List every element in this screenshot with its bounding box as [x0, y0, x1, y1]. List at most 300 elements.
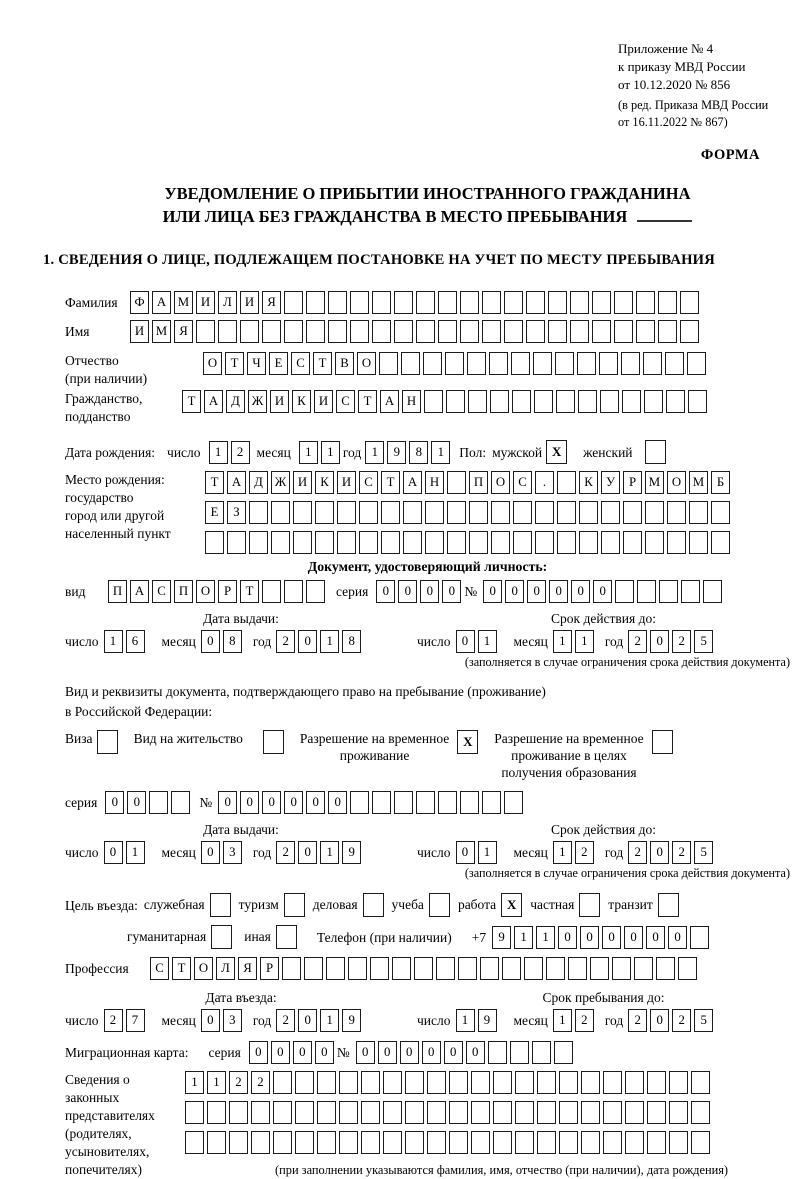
char-cell[interactable] — [423, 352, 442, 375]
char-cell[interactable]: 0 — [249, 1041, 268, 1064]
char-cell[interactable] — [249, 531, 268, 554]
char-cell[interactable]: Я — [262, 291, 281, 314]
purpose-study-checkbox[interactable] — [429, 893, 450, 917]
char-cell[interactable]: 9 — [387, 441, 406, 464]
char-cell[interactable]: О — [357, 352, 376, 375]
iddoc-issue-day[interactable] — [104, 630, 148, 653]
char-cell[interactable] — [625, 1071, 644, 1094]
permit-num-cells[interactable] — [218, 791, 526, 814]
char-cell[interactable]: 5 — [694, 1009, 713, 1032]
purpose-business-checkbox[interactable] — [363, 893, 384, 917]
char-cell[interactable] — [295, 1071, 314, 1094]
char-cell[interactable] — [513, 501, 532, 524]
iddoc-valid-year[interactable] — [628, 630, 716, 653]
char-cell[interactable]: О — [491, 471, 510, 494]
char-cell[interactable]: Р — [260, 957, 279, 980]
char-cell[interactable] — [680, 320, 699, 343]
iddoc-valid-day[interactable] — [456, 630, 500, 653]
char-cell[interactable] — [504, 791, 523, 814]
char-cell[interactable] — [405, 1071, 424, 1094]
char-cell[interactable]: М — [152, 320, 171, 343]
char-cell[interactable] — [623, 531, 642, 554]
char-cell[interactable] — [469, 501, 488, 524]
char-cell[interactable]: 0 — [420, 580, 439, 603]
char-cell[interactable] — [534, 390, 553, 413]
citizenship-cells[interactable] — [182, 390, 710, 413]
char-cell[interactable]: 1 — [209, 441, 228, 464]
char-cell[interactable]: О — [667, 471, 686, 494]
char-cell[interactable] — [370, 957, 389, 980]
char-cell[interactable]: 2 — [276, 841, 295, 864]
char-cell[interactable]: 0 — [650, 630, 669, 653]
char-cell[interactable] — [449, 1101, 468, 1124]
char-cell[interactable]: И — [196, 291, 215, 314]
char-cell[interactable] — [207, 1101, 226, 1124]
char-cell[interactable]: 2 — [672, 630, 691, 653]
char-cell[interactable]: 0 — [593, 580, 612, 603]
char-cell[interactable] — [427, 1101, 446, 1124]
char-cell[interactable] — [535, 501, 554, 524]
char-cell[interactable]: 0 — [293, 1041, 312, 1064]
char-cell[interactable] — [416, 791, 435, 814]
char-cell[interactable] — [205, 531, 224, 554]
char-cell[interactable] — [460, 791, 479, 814]
char-cell[interactable]: Т — [182, 390, 201, 413]
char-cell[interactable] — [636, 291, 655, 314]
char-cell[interactable] — [533, 352, 552, 375]
char-cell[interactable] — [579, 531, 598, 554]
char-cell[interactable]: 1 — [478, 630, 497, 653]
char-cell[interactable]: 8 — [342, 630, 361, 653]
char-cell[interactable] — [284, 580, 303, 603]
char-cell[interactable] — [449, 1131, 468, 1154]
char-cell[interactable] — [556, 390, 575, 413]
char-cell[interactable]: З — [227, 501, 246, 524]
char-cell[interactable] — [315, 501, 334, 524]
char-cell[interactable]: 1 — [104, 630, 123, 653]
char-cell[interactable] — [603, 1101, 622, 1124]
char-cell[interactable]: 0 — [527, 580, 546, 603]
char-cell[interactable]: М — [689, 471, 708, 494]
char-cell[interactable]: 9 — [342, 1009, 361, 1032]
char-cell[interactable] — [535, 531, 554, 554]
stay-month[interactable] — [553, 1009, 597, 1032]
char-cell[interactable] — [548, 320, 567, 343]
char-cell[interactable]: 1 — [320, 841, 339, 864]
char-cell[interactable]: 0 — [456, 630, 475, 653]
char-cell[interactable]: 0 — [262, 791, 281, 814]
char-cell[interactable]: 0 — [646, 926, 665, 949]
char-cell[interactable] — [416, 320, 435, 343]
char-cell[interactable] — [510, 1041, 529, 1064]
char-cell[interactable] — [659, 580, 678, 603]
char-cell[interactable] — [251, 1101, 270, 1124]
char-cell[interactable] — [207, 1131, 226, 1154]
char-cell[interactable] — [482, 791, 501, 814]
char-cell[interactable]: А — [380, 390, 399, 413]
permit-seriya-cells[interactable] — [105, 791, 193, 814]
char-cell[interactable] — [284, 291, 303, 314]
char-cell[interactable]: 9 — [478, 1009, 497, 1032]
char-cell[interactable] — [578, 390, 597, 413]
char-cell[interactable]: Т — [313, 352, 332, 375]
char-cell[interactable] — [537, 1101, 556, 1124]
firstname-cells[interactable] — [130, 320, 702, 343]
char-cell[interactable]: 0 — [398, 580, 417, 603]
char-cell[interactable] — [304, 957, 323, 980]
char-cell[interactable]: 2 — [628, 630, 647, 653]
char-cell[interactable] — [688, 390, 707, 413]
char-cell[interactable] — [436, 957, 455, 980]
char-cell[interactable] — [625, 1101, 644, 1124]
char-cell[interactable] — [295, 1101, 314, 1124]
char-cell[interactable]: В — [335, 352, 354, 375]
char-cell[interactable] — [557, 531, 576, 554]
char-cell[interactable] — [559, 1071, 578, 1094]
char-cell[interactable] — [601, 531, 620, 554]
char-cell[interactable]: 0 — [400, 1041, 419, 1064]
char-cell[interactable]: 2 — [672, 1009, 691, 1032]
char-cell[interactable]: . — [535, 471, 554, 494]
char-cell[interactable] — [359, 501, 378, 524]
char-cell[interactable] — [687, 352, 706, 375]
char-cell[interactable] — [359, 531, 378, 554]
char-cell[interactable] — [502, 957, 521, 980]
char-cell[interactable]: 0 — [505, 580, 524, 603]
char-cell[interactable]: А — [227, 471, 246, 494]
char-cell[interactable] — [306, 580, 325, 603]
char-cell[interactable] — [493, 1131, 512, 1154]
purpose-transit-checkbox[interactable] — [658, 893, 679, 917]
char-cell[interactable]: 1 — [126, 841, 145, 864]
char-cell[interactable]: 0 — [571, 580, 590, 603]
char-cell[interactable] — [491, 531, 510, 554]
permit-valid-month[interactable] — [553, 841, 597, 864]
surname-cells[interactable] — [130, 291, 702, 314]
char-cell[interactable]: 0 — [315, 1041, 334, 1064]
char-cell[interactable] — [337, 501, 356, 524]
char-cell[interactable] — [526, 320, 545, 343]
char-cell[interactable] — [689, 531, 708, 554]
char-cell[interactable] — [581, 1071, 600, 1094]
char-cell[interactable] — [317, 1071, 336, 1094]
char-cell[interactable] — [339, 1071, 358, 1094]
purpose-other-checkbox[interactable] — [276, 925, 297, 949]
char-cell[interactable]: С — [336, 390, 355, 413]
char-cell[interactable] — [460, 320, 479, 343]
char-cell[interactable]: 2 — [672, 841, 691, 864]
char-cell[interactable] — [273, 1101, 292, 1124]
char-cell[interactable] — [471, 1101, 490, 1124]
char-cell[interactable]: 8 — [223, 630, 242, 653]
char-cell[interactable]: Т — [240, 580, 259, 603]
purpose-tourism-checkbox[interactable] — [284, 893, 305, 917]
char-cell[interactable]: Ж — [271, 471, 290, 494]
char-cell[interactable]: 0 — [549, 580, 568, 603]
char-cell[interactable]: Р — [218, 580, 237, 603]
char-cell[interactable]: 0 — [104, 841, 123, 864]
char-cell[interactable] — [691, 1101, 710, 1124]
char-cell[interactable]: Я — [238, 957, 257, 980]
char-cell[interactable] — [667, 531, 686, 554]
char-cell[interactable] — [554, 1041, 573, 1064]
char-cell[interactable] — [647, 1101, 666, 1124]
phone-cells[interactable] — [492, 926, 712, 949]
char-cell[interactable]: С — [152, 580, 171, 603]
gender-female-checkbox[interactable] — [645, 440, 666, 464]
char-cell[interactable] — [229, 1101, 248, 1124]
char-cell[interactable] — [361, 1071, 380, 1094]
char-cell[interactable] — [425, 531, 444, 554]
char-cell[interactable]: 1 — [185, 1071, 204, 1094]
char-cell[interactable] — [348, 957, 367, 980]
char-cell[interactable] — [271, 531, 290, 554]
char-cell[interactable] — [636, 320, 655, 343]
char-cell[interactable] — [469, 531, 488, 554]
char-cell[interactable] — [645, 501, 664, 524]
char-cell[interactable]: 2 — [575, 1009, 594, 1032]
char-cell[interactable]: 6 — [126, 630, 145, 653]
char-cell[interactable] — [669, 1101, 688, 1124]
char-cell[interactable] — [559, 1101, 578, 1124]
iddoc-issue-month[interactable] — [201, 630, 245, 653]
char-cell[interactable] — [449, 1071, 468, 1094]
char-cell[interactable] — [372, 791, 391, 814]
char-cell[interactable]: 1 — [431, 441, 450, 464]
char-cell[interactable]: А — [403, 471, 422, 494]
char-cell[interactable]: Ч — [247, 352, 266, 375]
purpose-work-checkbox[interactable]: X — [501, 893, 522, 917]
char-cell[interactable]: Т — [172, 957, 191, 980]
char-cell[interactable]: А — [204, 390, 223, 413]
char-cell[interactable]: Е — [269, 352, 288, 375]
char-cell[interactable] — [690, 926, 709, 949]
char-cell[interactable]: 1 — [514, 926, 533, 949]
birth-day-cells[interactable] — [209, 441, 253, 464]
char-cell[interactable]: 2 — [251, 1071, 270, 1094]
char-cell[interactable] — [526, 291, 545, 314]
char-cell[interactable] — [666, 390, 685, 413]
char-cell[interactable] — [691, 1071, 710, 1094]
char-cell[interactable] — [570, 291, 589, 314]
char-cell[interactable]: Д — [226, 390, 245, 413]
char-cell[interactable]: 0 — [356, 1041, 375, 1064]
char-cell[interactable]: Р — [623, 471, 642, 494]
char-cell[interactable] — [467, 352, 486, 375]
char-cell[interactable] — [645, 531, 664, 554]
char-cell[interactable] — [537, 1071, 556, 1094]
char-cell[interactable]: 1 — [320, 1009, 339, 1032]
char-cell[interactable]: 0 — [271, 1041, 290, 1064]
char-cell[interactable]: Т — [381, 471, 400, 494]
char-cell[interactable]: К — [292, 390, 311, 413]
permit-issue-day[interactable] — [104, 841, 148, 864]
char-cell[interactable] — [512, 390, 531, 413]
char-cell[interactable] — [383, 1071, 402, 1094]
char-cell[interactable] — [339, 1101, 358, 1124]
char-cell[interactable] — [590, 957, 609, 980]
char-cell[interactable] — [658, 291, 677, 314]
birthplace-cells-row3[interactable] — [205, 531, 733, 554]
char-cell[interactable]: И — [240, 291, 259, 314]
char-cell[interactable] — [621, 352, 640, 375]
char-cell[interactable]: 1 — [321, 441, 340, 464]
char-cell[interactable]: 0 — [127, 791, 146, 814]
char-cell[interactable] — [282, 957, 301, 980]
char-cell[interactable] — [669, 1071, 688, 1094]
char-cell[interactable]: 0 — [298, 1009, 317, 1032]
char-cell[interactable] — [515, 1101, 534, 1124]
char-cell[interactable] — [284, 320, 303, 343]
char-cell[interactable] — [394, 291, 413, 314]
visa-checkbox[interactable] — [97, 730, 118, 754]
char-cell[interactable] — [647, 1131, 666, 1154]
char-cell[interactable] — [488, 1041, 507, 1064]
char-cell[interactable]: 0 — [218, 791, 237, 814]
char-cell[interactable] — [425, 501, 444, 524]
char-cell[interactable]: Ф — [130, 291, 149, 314]
char-cell[interactable]: 1 — [553, 841, 572, 864]
char-cell[interactable]: 0 — [378, 1041, 397, 1064]
char-cell[interactable]: 0 — [558, 926, 577, 949]
char-cell[interactable] — [482, 320, 501, 343]
birth-month-cells[interactable] — [299, 441, 343, 464]
residence-permit-checkbox[interactable] — [263, 730, 284, 754]
char-cell[interactable]: 0 — [624, 926, 643, 949]
char-cell[interactable] — [405, 1101, 424, 1124]
char-cell[interactable] — [414, 957, 433, 980]
char-cell[interactable] — [447, 531, 466, 554]
char-cell[interactable] — [185, 1101, 204, 1124]
char-cell[interactable] — [381, 531, 400, 554]
char-cell[interactable] — [681, 580, 700, 603]
char-cell[interactable] — [251, 1131, 270, 1154]
char-cell[interactable] — [614, 291, 633, 314]
char-cell[interactable] — [306, 291, 325, 314]
iddoc-seriya-cells[interactable] — [376, 580, 464, 603]
char-cell[interactable]: 1 — [456, 1009, 475, 1032]
char-cell[interactable] — [491, 501, 510, 524]
char-cell[interactable]: 0 — [444, 1041, 463, 1064]
char-cell[interactable] — [405, 1131, 424, 1154]
permit-issue-year[interactable] — [276, 841, 364, 864]
migcard-seriya-cells[interactable] — [249, 1041, 337, 1064]
char-cell[interactable] — [603, 1131, 622, 1154]
char-cell[interactable]: С — [291, 352, 310, 375]
char-cell[interactable]: 2 — [231, 441, 250, 464]
char-cell[interactable] — [504, 291, 523, 314]
char-cell[interactable] — [438, 291, 457, 314]
char-cell[interactable]: С — [359, 471, 378, 494]
char-cell[interactable]: К — [579, 471, 598, 494]
char-cell[interactable] — [524, 957, 543, 980]
char-cell[interactable] — [600, 390, 619, 413]
iddoc-vid-cells[interactable] — [108, 580, 328, 603]
char-cell[interactable] — [490, 390, 509, 413]
iddoc-issue-year[interactable] — [276, 630, 364, 653]
permit-issue-month[interactable] — [201, 841, 245, 864]
char-cell[interactable]: Т — [358, 390, 377, 413]
stay-year[interactable] — [628, 1009, 716, 1032]
char-cell[interactable] — [592, 320, 611, 343]
char-cell[interactable] — [460, 291, 479, 314]
char-cell[interactable] — [559, 1131, 578, 1154]
char-cell[interactable] — [438, 320, 457, 343]
char-cell[interactable]: 2 — [575, 841, 594, 864]
char-cell[interactable]: 0 — [650, 1009, 669, 1032]
char-cell[interactable] — [468, 390, 487, 413]
char-cell[interactable] — [665, 352, 684, 375]
char-cell[interactable]: 0 — [298, 630, 317, 653]
char-cell[interactable] — [350, 320, 369, 343]
char-cell[interactable] — [691, 1131, 710, 1154]
char-cell[interactable] — [546, 957, 565, 980]
char-cell[interactable] — [427, 1131, 446, 1154]
char-cell[interactable] — [577, 352, 596, 375]
char-cell[interactable] — [680, 291, 699, 314]
char-cell[interactable] — [667, 501, 686, 524]
char-cell[interactable]: 0 — [483, 580, 502, 603]
char-cell[interactable] — [612, 957, 631, 980]
char-cell[interactable] — [295, 1131, 314, 1154]
char-cell[interactable]: Ж — [248, 390, 267, 413]
char-cell[interactable] — [647, 1071, 666, 1094]
char-cell[interactable] — [579, 501, 598, 524]
char-cell[interactable] — [581, 1131, 600, 1154]
char-cell[interactable] — [372, 320, 391, 343]
char-cell[interactable] — [403, 531, 422, 554]
char-cell[interactable]: Л — [216, 957, 235, 980]
char-cell[interactable] — [447, 471, 466, 494]
char-cell[interactable]: Л — [218, 291, 237, 314]
char-cell[interactable] — [394, 791, 413, 814]
char-cell[interactable]: 0 — [650, 841, 669, 864]
char-cell[interactable] — [623, 501, 642, 524]
char-cell[interactable] — [401, 352, 420, 375]
permit-valid-year[interactable] — [628, 841, 716, 864]
char-cell[interactable] — [350, 791, 369, 814]
char-cell[interactable] — [644, 390, 663, 413]
char-cell[interactable]: П — [108, 580, 127, 603]
char-cell[interactable]: 0 — [466, 1041, 485, 1064]
char-cell[interactable]: 1 — [207, 1071, 226, 1094]
char-cell[interactable] — [379, 352, 398, 375]
char-cell[interactable] — [615, 580, 634, 603]
char-cell[interactable] — [471, 1131, 490, 1154]
char-cell[interactable] — [599, 352, 618, 375]
char-cell[interactable]: Д — [249, 471, 268, 494]
char-cell[interactable]: А — [130, 580, 149, 603]
char-cell[interactable] — [262, 580, 281, 603]
char-cell[interactable] — [458, 957, 477, 980]
char-cell[interactable]: Б — [711, 471, 730, 494]
char-cell[interactable]: 1 — [536, 926, 555, 949]
char-cell[interactable] — [350, 291, 369, 314]
char-cell[interactable] — [493, 1071, 512, 1094]
char-cell[interactable]: П — [174, 580, 193, 603]
char-cell[interactable]: 0 — [328, 791, 347, 814]
char-cell[interactable]: Я — [174, 320, 193, 343]
char-cell[interactable]: 9 — [342, 841, 361, 864]
char-cell[interactable]: 0 — [602, 926, 621, 949]
char-cell[interactable]: О — [196, 580, 215, 603]
char-cell[interactable]: У — [601, 471, 620, 494]
char-cell[interactable]: М — [174, 291, 193, 314]
char-cell[interactable]: 1 — [553, 1009, 572, 1032]
migcard-num-cells[interactable] — [356, 1041, 576, 1064]
char-cell[interactable] — [337, 531, 356, 554]
char-cell[interactable] — [392, 957, 411, 980]
